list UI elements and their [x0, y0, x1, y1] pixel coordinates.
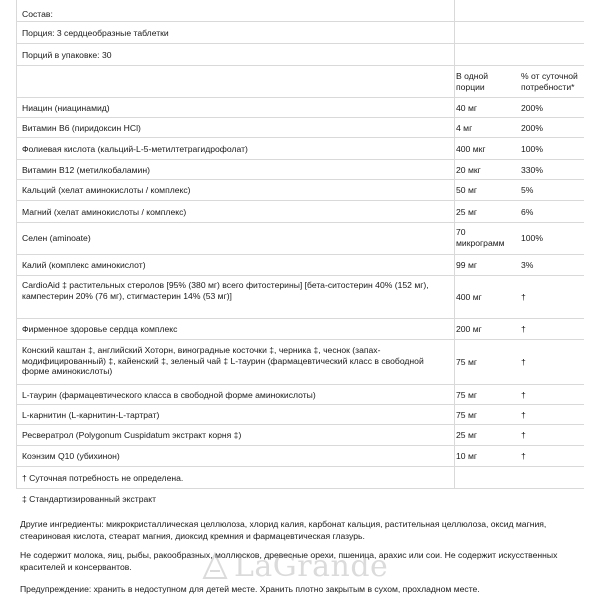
footnote-dagger-row: [16, 467, 584, 489]
footnote-double-dagger: ‡ Стандартизированный экстракт: [22, 494, 157, 504]
nutrient-row: [16, 276, 584, 319]
nutrient-amount: 75 мг: [456, 410, 477, 420]
nutrient-name: Ниацин (ниацинамид): [22, 103, 110, 113]
nutrient-daily-value: †: [521, 410, 526, 420]
nutrient-name: Кальций (хелат аминокислоты / комплекс): [22, 185, 191, 195]
nutrient-amount: 25 мг: [456, 207, 477, 217]
other-ingredients-text: Другие ингредиенты: микрокристаллическая целлюлоза, хлорид калия, карбонат кальция, растительная целлюлоза, оксид магния, стеариновая кислота, стеарат магния, диоксид кремния и фармацевтическая глазурь.: [20, 519, 547, 541]
nutrient-row: [16, 340, 584, 385]
column-header-row: [16, 66, 584, 98]
nutrient-name: Конский каштан ‡, английский Хоторн, виноградные косточки ‡, черника ‡, чеснок (запах-модифицированный) ‡, кайенский ‡, зеленый чай ‡ L-таурин (фармацевтический класс в свободной форме аминокислоты): [22, 345, 424, 376]
nutrient-row: [16, 98, 584, 118]
nutrient-row: [16, 138, 584, 160]
nutrient-amount: 50 мг: [456, 185, 477, 195]
nutrient-amount: 20 мкг: [456, 165, 481, 175]
serving-label: Порция: 3 сердцеобразные таблетки: [22, 28, 169, 38]
nutrient-name: Калий (комплекс аминокислот): [22, 260, 146, 270]
nutrient-name: CardioAid ‡ растительных стеролов [95% (380 мг) всего фитостерины] [бета-ситостерин 40% (152 мг), кампестерин 20% (76 мг), стигмастерин 14% (53 мг)]: [22, 280, 429, 301]
free-of-text: Не содержит молока, яиц, рыбы, ракообразных, моллюсков, древесные орехи, пшеница, арахис или сои. Не содержит искусственных красителей и консервантов.: [20, 550, 558, 572]
nutrient-row: [16, 118, 584, 138]
nutrient-row: [16, 180, 584, 201]
composition-label: Состав:: [22, 9, 53, 19]
serving-row: [16, 22, 584, 44]
nutrient-daily-value: 3%: [521, 260, 534, 270]
nutrient-row: [16, 446, 584, 467]
nutrient-daily-value: †: [521, 357, 526, 367]
nutrient-name: Фирменное здоровье сердца комплекс: [22, 324, 178, 334]
nutrient-amount: 200 мг: [456, 324, 482, 334]
nutrient-name: Коэнзим Q10 (убихинон): [22, 451, 120, 461]
nutrient-daily-value: †: [521, 390, 526, 400]
nutrient-row: [16, 160, 584, 180]
servings-per-container-label: Порций в упаковке: 30: [22, 50, 112, 60]
warning-text: Предупреждение: хранить в недоступном для детей месте. Хранить плотно закрытым в сухом, прохладном месте.: [20, 584, 480, 594]
footnote-double-dagger-row: [16, 489, 584, 510]
nutrient-name: L-карнитин (L-карнитин-L-тартрат): [22, 410, 160, 420]
nutrient-daily-value: †: [521, 324, 526, 334]
nutrient-name: Селен (aminoate): [22, 233, 91, 243]
nutrient-daily-value: 100%: [521, 144, 543, 154]
nutrient-daily-value: †: [521, 451, 526, 461]
nutrient-name: Ресвератрол (Polygonum Cuspidatum экстракт корня ‡): [22, 430, 242, 440]
nutrient-amount: 70 микрограмм: [456, 227, 505, 248]
nutrient-row: [16, 223, 584, 255]
footnote-dagger: † Суточная потребность не определена.: [22, 473, 184, 483]
nutrient-row: [16, 385, 584, 405]
nutrient-daily-value: 200%: [521, 123, 543, 133]
nutrient-name: Фолиевая кислота (кальций-L-5-метилтетрагидрофолат): [22, 144, 248, 154]
nutrient-amount: 4 мг: [456, 123, 473, 133]
nutrient-daily-value: 330%: [521, 165, 543, 175]
nutrient-amount: 40 мг: [456, 103, 477, 113]
nutrient-row: [16, 255, 584, 276]
nutrient-row: [16, 405, 584, 425]
nutrient-name: Витамин B6 (пиридоксин HCl): [22, 123, 141, 133]
nutrient-daily-value: 6%: [521, 207, 534, 217]
nutrient-amount: 400 мг: [456, 292, 482, 302]
nutrient-amount: 99 мг: [456, 260, 477, 270]
nutrient-daily-value: 200%: [521, 103, 543, 113]
nutrient-amount: 75 мг: [456, 390, 477, 400]
nutrient-daily-value: 100%: [521, 233, 543, 243]
nutrient-row: [16, 201, 584, 223]
daily-value-header: % от суточной потребности*: [521, 71, 578, 92]
watermark-text: LaGrande: [234, 548, 389, 584]
nutrient-daily-value: †: [521, 430, 526, 440]
nutrient-amount: 400 мкг: [456, 144, 486, 154]
nutrient-daily-value: 5%: [521, 185, 534, 195]
nutrient-row: [16, 425, 584, 446]
nutrient-daily-value: †: [521, 292, 526, 302]
nutrient-name: Магний (хелат аминокислоты / комплекс): [22, 207, 187, 217]
nutrient-amount: 75 мг: [456, 357, 477, 367]
composition-row: [16, 0, 584, 22]
nutrient-name: L-таурин (фармацевтического класса в свободной форме аминокислоты): [22, 390, 316, 400]
per-serving-header: В одной порции: [456, 71, 489, 92]
nutrient-name: Витамин B12 (метилкобаламин): [22, 165, 150, 175]
nutrient-amount: 10 мг: [456, 451, 477, 461]
servings-per-container-row: [16, 44, 584, 66]
nutrient-amount: 25 мг: [456, 430, 477, 440]
nutrient-row: [16, 319, 584, 340]
